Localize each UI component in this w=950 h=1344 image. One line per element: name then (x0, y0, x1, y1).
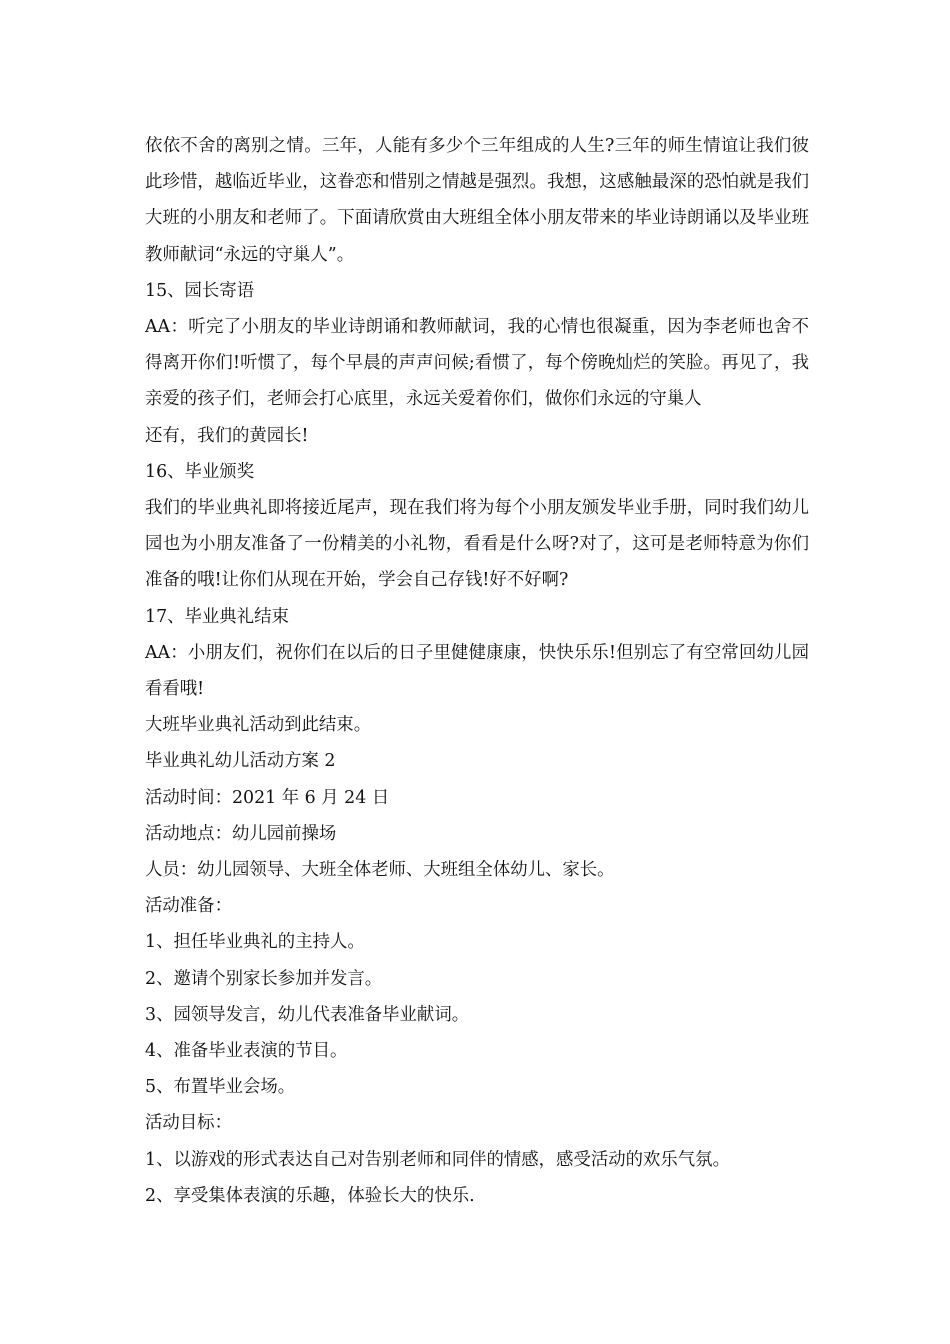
paragraph-closing: 大班毕业典礼活动到此结束。 (145, 715, 372, 736)
heading-principal-message: 15、园长寄语 (145, 280, 255, 301)
paragraph-ceremony-end: AA：小朋友们，祝你们在以后的日子里健健康康，快快乐乐!但别忘了有空常回幼儿园看看哦! (145, 642, 809, 700)
paragraph-principal-message-end: 还有，我们的黄园长! (145, 425, 309, 446)
heading-preparation: 活动准备： (145, 896, 232, 917)
heading-graduation-award: 16、毕业颁奖 (145, 461, 255, 482)
activity-place: 活动地点：幼儿园前操场 (145, 823, 337, 844)
list-item: 2、享受集体表演的乐趣，体验长大的快乐. (145, 1185, 475, 1206)
activity-time: 活动时间：2021 年 6 月 24 日 (145, 787, 390, 808)
activity-people: 人员：幼儿园领导、大班全体老师、大班组全体幼儿、家长。 (145, 860, 615, 881)
list-item: 1、以游戏的形式表达自己对告别老师和同伴的情感，感受活动的欢乐气氛。 (145, 1149, 730, 1170)
list-item: 2、邀请个别家长参加并发言。 (145, 968, 383, 989)
list-item: 3、园领导发言，幼儿代表准备毕业献词。 (145, 1004, 470, 1025)
list-item: 1、担任毕业典礼的主持人。 (145, 932, 365, 953)
list-item: 5、布置毕业会场。 (145, 1077, 296, 1098)
heading-ceremony-end: 17、毕业典礼结束 (145, 606, 289, 627)
paragraph-principal-message: AA：听完了小朋友的毕业诗朗诵和教师献词，我的心情也很凝重，因为李老师也舍不得离开你们!听惯了，每个早晨的声声问候;看惯了，每个傍晚灿烂的笑脸。再见了，我亲爱的孩子们，老师会打心底里，永远关爱着你们，做你们永远的守巢人 (145, 317, 809, 410)
heading-goals: 活动目标： (145, 1113, 232, 1134)
list-item: 4、准备毕业表演的节目。 (145, 1041, 348, 1062)
paragraph-farewell: 依依不舍的离别之情。三年，人能有多少个三年组成的人生?三年的师生情谊让我们彼此珍惜，越临近毕业，这眷恋和惜别之情越是强烈。我想，这感触最深的恐怕就是我们大班的小朋友和老师了。下面请欣赏由大班组全体小朋友带来的毕业诗朗诵以及毕业班教师献词“永远的守巢人”。 (145, 136, 809, 265)
paragraph-graduation-award: 我们的毕业典礼即将接近尾声，现在我们将为每个小朋友颁发毕业手册，同时我们幼儿园也为小朋友准备了一份精美的小礼物，看看是什么呀?对了，这可是老师特意为你们准备的哦!让你们从现在开始，学会自己存钱!好不好啊? (145, 498, 809, 591)
document-page (145, 128, 809, 1214)
section-title-plan-2: 毕业典礼幼儿活动方案 2 (145, 751, 336, 772)
